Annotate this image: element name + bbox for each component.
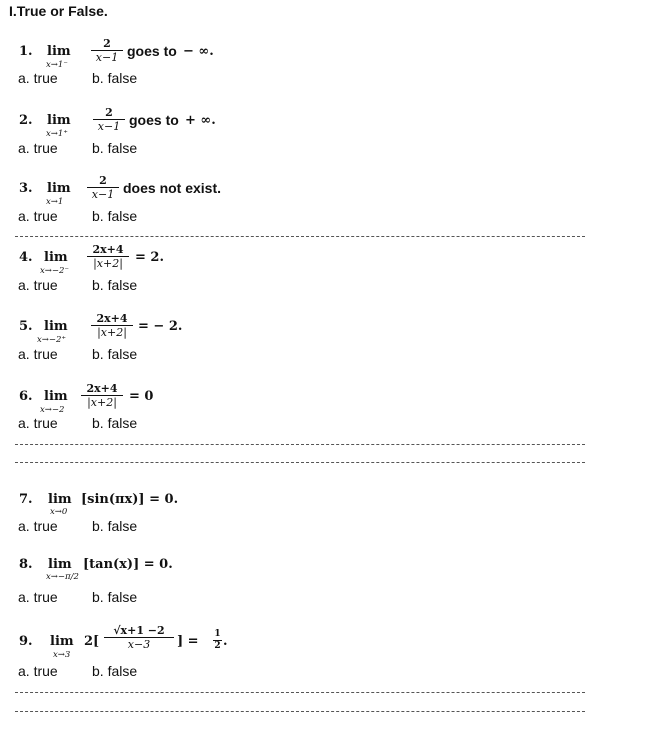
lim-subscript: x→1⁺: [46, 129, 68, 139]
statement-math: = 0: [129, 389, 154, 404]
option-a-true[interactable]: a. true: [18, 140, 58, 156]
statement-math: [tan(x)] = 0.: [83, 557, 173, 572]
denominator: x−1: [91, 188, 115, 201]
fraction: [87, 175, 119, 200]
lim-operator: lim: [47, 44, 71, 59]
fraction: [81, 383, 123, 408]
lim-subscript: x→1: [46, 197, 64, 207]
divider: [15, 692, 585, 693]
denominator: 2: [214, 641, 221, 651]
lim-subscript: x→3: [53, 650, 71, 660]
question-number: 6.: [19, 389, 33, 404]
answer-row-1: [18, 70, 138, 86]
answer-row-5: [18, 346, 138, 362]
question-number: 3.: [19, 181, 33, 196]
lim-operator: lim: [47, 181, 71, 196]
answer-row-2: [18, 140, 138, 156]
lim-operator: lim: [47, 113, 71, 128]
option-b-false[interactable]: b. false: [92, 70, 138, 86]
statement-math: + ∞.: [185, 113, 216, 128]
option-b-false[interactable]: b. false: [92, 415, 138, 431]
numerator: 2x+4: [86, 382, 118, 395]
question-number: 5.: [19, 319, 33, 334]
bracket-suffix: ] =: [177, 634, 199, 649]
numerator: 2x+4: [96, 312, 128, 325]
question-number: 2.: [19, 113, 33, 128]
option-a-true[interactable]: a. true: [18, 518, 58, 534]
numerator: 2: [99, 174, 107, 187]
lim-operator: lim: [48, 557, 72, 572]
lim-subscript: x→1⁻: [46, 60, 68, 70]
option-a-true[interactable]: a. true: [18, 415, 58, 431]
statement-math: = − 2.: [138, 319, 183, 334]
lim-subscript: x→−π/2: [46, 572, 79, 582]
option-b-false[interactable]: b. false: [92, 518, 138, 534]
answer-row-6: [18, 415, 138, 431]
numerator: 2: [103, 37, 111, 50]
option-a-true[interactable]: a. true: [18, 70, 58, 86]
numerator: 2: [105, 106, 113, 119]
option-a-true[interactable]: a. true: [18, 208, 58, 224]
statement-end: .: [223, 634, 228, 649]
lim-operator: lim: [44, 389, 68, 404]
numerator: √x+1 −2: [113, 624, 165, 637]
lim-operator: lim: [50, 634, 74, 649]
section-title: I.True or False.: [9, 3, 108, 19]
option-b-false[interactable]: b. false: [92, 346, 138, 362]
divider: [15, 711, 585, 712]
fraction: [93, 107, 125, 132]
divider: [15, 444, 585, 445]
answer-row-4: [18, 277, 138, 293]
divider: [15, 462, 585, 463]
option-b-false[interactable]: b. false: [92, 663, 138, 679]
question-number: 4.: [19, 250, 33, 265]
lim-subscript: x→−2: [40, 405, 65, 415]
denominator: |x+2|: [93, 257, 123, 270]
answer-row-3: [18, 208, 138, 224]
denominator: x−1: [97, 120, 121, 133]
option-b-false[interactable]: b. false: [92, 277, 138, 293]
fraction: [91, 313, 133, 338]
divider: [15, 236, 585, 237]
option-a-true[interactable]: a. true: [18, 589, 58, 605]
answer-row-9: [18, 663, 138, 679]
option-a-true[interactable]: a. true: [18, 277, 58, 293]
denominator: |x+2|: [87, 396, 117, 409]
denominator: x−1: [95, 51, 119, 64]
lim-subscript: x→0: [50, 507, 68, 517]
lim-operator: lim: [44, 319, 68, 334]
lim-operator: lim: [48, 492, 72, 507]
question-number: 7.: [19, 492, 33, 507]
denominator: x−3: [127, 638, 151, 651]
answer-row-7: [18, 518, 138, 534]
statement-text: does not exist.: [123, 180, 222, 196]
option-b-false[interactable]: b. false: [92, 140, 138, 156]
option-b-false[interactable]: b. false: [92, 208, 138, 224]
statement-math: = 2.: [135, 250, 164, 265]
bracket-prefix: 2[: [84, 634, 100, 649]
option-a-true[interactable]: a. true: [18, 346, 58, 362]
lim-subscript: x→−2⁻: [40, 266, 69, 276]
statement-text: goes to: [129, 112, 179, 128]
statement-math: − ∞.: [183, 44, 214, 59]
option-a-true[interactable]: a. true: [18, 663, 58, 679]
fraction: [87, 244, 129, 269]
denominator: |x+2|: [97, 326, 127, 339]
answer-row-8: [18, 589, 138, 605]
half-fraction: [213, 630, 222, 651]
question-number: 1.: [19, 44, 33, 59]
lim-operator: lim: [44, 250, 68, 265]
numerator: 1: [214, 629, 221, 639]
statement-text: goes to: [127, 43, 177, 59]
lim-subscript: x→−2⁺: [37, 335, 66, 345]
fraction: [104, 625, 174, 650]
question-number: 8.: [19, 557, 33, 572]
numerator: 2x+4: [92, 243, 124, 256]
question-number: 9.: [19, 634, 33, 649]
fraction: [91, 38, 123, 63]
option-b-false[interactable]: b. false: [92, 589, 138, 605]
statement-math: [sin(πx)] = 0.: [81, 492, 179, 507]
